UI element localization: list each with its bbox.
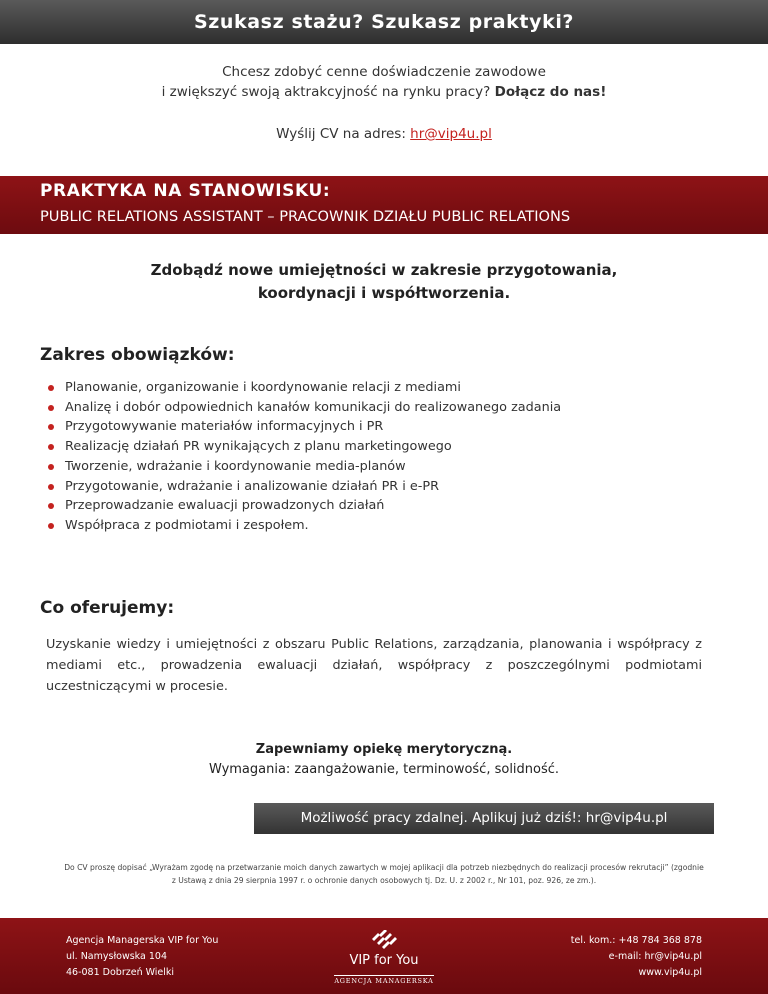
cv-line (0, 126, 768, 142)
bullet-icon (48, 385, 54, 391)
intro (0, 62, 768, 102)
footer-address (66, 933, 218, 981)
list-item (48, 398, 561, 418)
phone: tel. kom.: +48 784 368 878 (570, 935, 702, 946)
headline-line-1: Zdobądź nowe umiejętności w zakresie przygotowania, (150, 261, 618, 279)
list-item (48, 496, 561, 516)
bullet-icon (48, 484, 54, 490)
cv-label: Wyślij CV na adres: (276, 126, 406, 142)
intro-line-2-text: i zwiększyć swoją aktrakcyjność na rynku pracy? (161, 84, 491, 100)
duty-text: Planowanie, organizowanie i koordynowanie relacji z mediami (65, 380, 461, 395)
duty-text: Przygotowywanie materiałów informacyjnych i PR (65, 419, 384, 435)
headline (0, 259, 768, 305)
list-item (48, 437, 561, 457)
list-item (48, 378, 561, 398)
list-item (48, 457, 561, 477)
support-line-1: Zapewniamy opiekę merytoryczną. (255, 742, 513, 757)
logo-icon (369, 930, 399, 952)
consent-clause: Do CV proszę dopisać „Wyrażam zgodę na przetwarzanie moich danych zawartych w mojej aplikacji dla potrzeb niezbędnych do realizacji procesów rekrutacji” (zgodnie z Ustawą z dnia 29 sierpnia 1997 r. o ochronie danych osobowych tj. Dz. U. z 2002 r., Nr 101, poz. 926, ze zm.). (64, 863, 704, 885)
duty-text: Współpraca z podmiotami i zespołem. (65, 517, 309, 533)
cv-email-link[interactable]: hr@vip4u.pl (410, 126, 492, 142)
website[interactable]: www.vip4u.pl (638, 967, 702, 978)
bullet-icon (48, 424, 54, 430)
list-item (48, 477, 561, 497)
duty-text: Analizę i dobór odpowiednich kanałów komunikacji do realizowanego zadania (65, 399, 562, 415)
top-banner (0, 0, 768, 44)
position-subtitle: PUBLIC RELATIONS ASSISTANT – PRACOWNIK DZIAŁU PUBLIC RELATIONS (40, 208, 571, 225)
duty-text: Przeprowadzanie ewaluacji prowadzonych działań (65, 498, 385, 514)
banner-title: Szukasz stażu? Szukasz praktyki? (193, 11, 575, 33)
duty-text: Przygotowanie, wdrażanie i analizowanie działań PR i e-PR (65, 478, 439, 494)
bullet-icon (48, 523, 54, 529)
remote-work-bar (254, 803, 714, 834)
bullet-icon (48, 405, 54, 411)
support (0, 740, 768, 780)
company-logo (334, 930, 434, 990)
list-item (48, 417, 561, 437)
footer (0, 918, 768, 994)
duty-text: Tworzenie, wdrażanie i koordynowanie media-planów (65, 458, 406, 474)
logo-subtitle: AGENCJA MANAGERSKA (334, 977, 434, 985)
duty-text: Realizację działań PR wynikających z planu marketingowego (65, 439, 452, 455)
duties-list (48, 378, 561, 536)
duties-title: Zakres obowiązków: (40, 345, 235, 365)
company-name: Agencja Managerska VIP for You (66, 935, 219, 946)
bullet-icon (48, 444, 54, 450)
email[interactable]: e-mail: hr@vip4u.pl (608, 951, 702, 962)
city: 46-081 Dobrzeń Wielki (66, 967, 175, 978)
headline-line-2: koordynacji i współtworzenia. (257, 284, 511, 302)
list-item (48, 516, 561, 536)
bullet-icon (48, 464, 54, 470)
intro-line-2 (0, 82, 768, 102)
offer-title: Co oferujemy: (40, 598, 175, 618)
logo-name: VIP for You (349, 953, 419, 968)
requirements-line: Wymagania: zaangażowanie, terminowość, solidność. (208, 762, 560, 777)
offer-text: Uzyskanie wiedzy i umiejętności z obszaru Public Relations, zarządzania, planowania i współpracy z mediami etc., prowadzenia ewaluacji działań, współpracy z poszczególnymi podmiotami uczestniczącymi w procesie. (46, 637, 702, 694)
intro-cta: Dołącz do nas! (494, 84, 607, 100)
bullet-icon (48, 503, 54, 509)
footer-contact (571, 933, 702, 981)
street: ul. Namysłowska 104 (66, 951, 167, 962)
intro-line-1: Chcesz zdobyć cenne doświadczenie zawodowe (222, 64, 546, 80)
position-banner (0, 176, 768, 234)
remote-text: Możliwość pracy zdalnej. Aplikuj już dziś!: hr@vip4u.pl (300, 810, 668, 826)
position-title: PRAKTYKA NA STANOWISKU: (40, 181, 331, 201)
